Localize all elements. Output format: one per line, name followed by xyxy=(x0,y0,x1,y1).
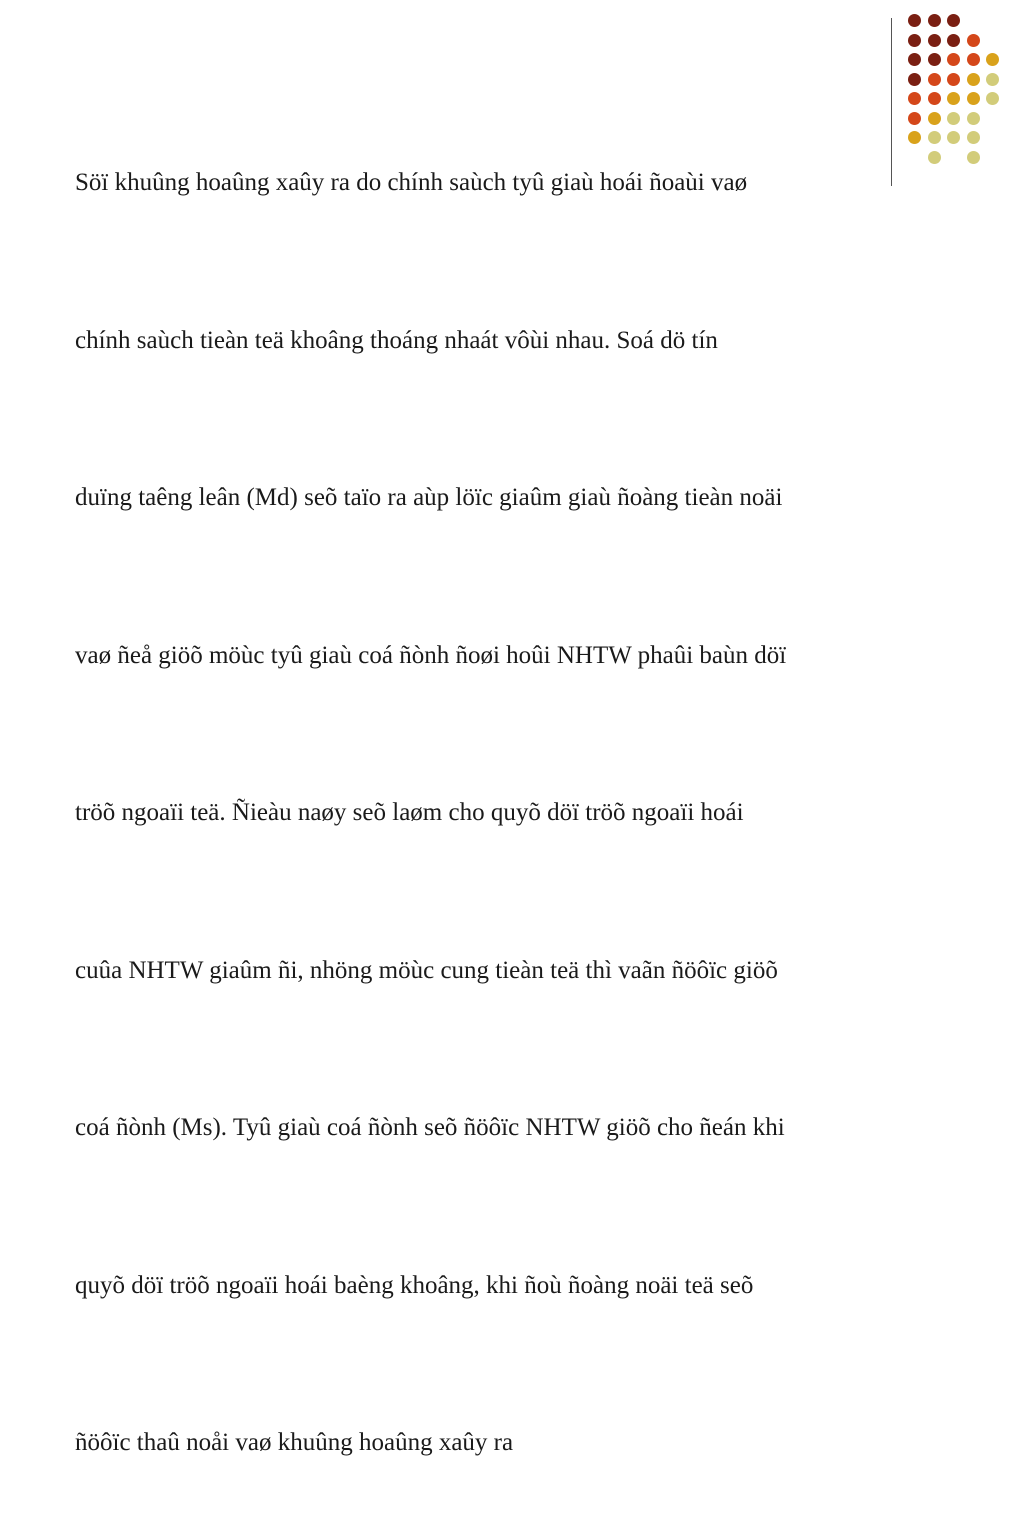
paragraph-line: chính saùch tieàn teä khoâng thoáng nhaát vôùi nhau. Soá dö tín xyxy=(75,326,718,354)
paragraph-line: coá ñònh (Ms). Tyû giaù coá ñònh seõ ñöôïc NHTW giöõ cho ñeán khi xyxy=(75,1114,785,1141)
paragraph-line: duïng taêng leân (Md) seõ taïo ra aùp löïc giaûm giaù ñoàng tieàn noäi xyxy=(75,484,783,511)
body-paragraph xyxy=(75,52,995,1536)
paragraph-line: tröõ ngoaïi teä. Ñieàu naøy seõ laøm cho quyõ döï tröõ ngoaïi hoái xyxy=(75,799,744,826)
decorative-dot xyxy=(908,34,921,47)
paragraph-line: Söï khuûng hoaûng xaûy ra do chính saùch tyû giaù hoái ñoaùi vaø xyxy=(75,169,748,196)
paragraph-line: ñöôïc thaû noåi vaø khuûng hoaûng xaûy ra xyxy=(75,1429,514,1456)
decorative-dot xyxy=(928,14,941,27)
decorative-dot xyxy=(908,14,921,27)
paragraph-line: vaø ñeå giöõ möùc tyû giaù coá ñònh ñoøi hoûi NHTW phaûi baùn döï xyxy=(75,641,787,669)
decorative-dot xyxy=(947,34,960,47)
paragraph-line: cuûa NHTW giaûm ñi, nhöng möùc cung tieàn teä thì vaãn ñöôïc giöõ xyxy=(75,956,778,984)
decorative-dot xyxy=(928,34,941,47)
decorative-dot xyxy=(967,34,980,47)
decorative-dot xyxy=(947,14,960,27)
paragraph-line: quyõ döï tröõ ngoaïi hoái baèng khoâng, khi ñoù ñoàng noäi teä seõ xyxy=(75,1271,754,1299)
